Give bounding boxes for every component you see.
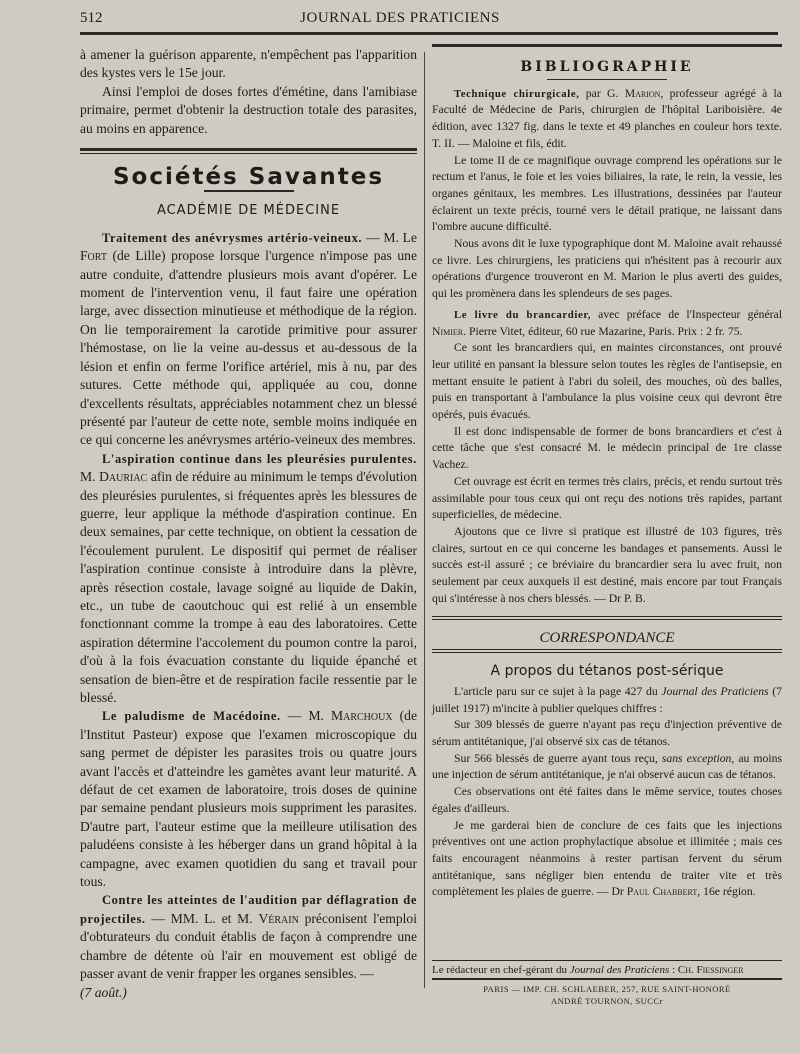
header-rule bbox=[80, 32, 778, 35]
article-paludisme-title: Le paludisme de Macédoine. bbox=[102, 709, 281, 724]
footer-rule-thick bbox=[432, 978, 782, 980]
author-name: Nimier bbox=[432, 324, 464, 338]
left-column bbox=[80, 46, 417, 1002]
footer-rule bbox=[432, 960, 782, 961]
article-paludisme: Le paludisme de Macédoine. — M. Marchoux (de l'Institut Pasteur) expose que l'examen microscopique du sang permet de dépister les parasites trois ou quatre jours avant l'accès et d'atteindre les gamètes avant leur maturité. A défaut de cet examen de laboratoire, trois doses de quinine par semaine pendant plusieurs mois suppriment les parasites. D'autre part, l'auteur estime que la meilleure utilisation des paludéens consiste à les héberger dans un grand hôpital à la campagne, avec examen quotidien du sang et travail pour tous. bbox=[80, 708, 417, 890]
editor-line: Le rédacteur en chef-gérant du Journal des Praticiens : Ch. Fiessinger bbox=[432, 964, 744, 976]
author-name: Marchoux bbox=[331, 708, 393, 724]
page-number: 512 bbox=[80, 10, 103, 26]
article-aspiration: L'aspiration continue dans les pleurésies purulentes. M. Dauriac afin de réduire au minimum le temps d'évolution des pleurésies purulentes, si fréquentes après les blessures de guerre, leur applique la méthode d'aspiration continue. En deux semaines, par cette technique, on obtient la cessation de l'écoulement purulent. Le dispositif qui permet de réaliser l'aspiration continue consiste à introduire dans la plèvre, après résection costale, lavage soigné au liquide de Dakin, etc., un tube de caoutchouc qui est relié à un ensemble fonctionnant comme la trompe à eau des laboratoires. Cette aspiration détermine l'accolement du poumon contre la paroi, d'où à la fois évacuation constante du liquide épanché et sensation de bien-être et de respiration facile ressentie par le blessé. bbox=[80, 451, 417, 705]
section-title-rule bbox=[204, 190, 294, 192]
letter-paragraph-1: L'article paru sur ce sujet à la page 427 du Journal des Praticiens (7 juillet 1917) m'incite à publier quelques chiffres : bbox=[432, 684, 782, 715]
section-rule-thick bbox=[80, 148, 417, 151]
book-brancardier-review-4: Ajoutons que ce livre si pratique est illustré de 103 figures, très claires, surtout en ce qui concerne les bandages et pansements. Aussi le succès est-il assuré ; ce bréviaire du brancardier sera lu avec fruit, non seulement par ceux auxquels il est destiné, mais encore par tout Français qui s'intéresse à nos chers blessés. — Dr P. B. bbox=[432, 524, 782, 605]
letter-paragraph-5: Je me garderai bien de conclure de ces faits que les injections préventives ont une action prophylactique absolue et illimitée ; mais ces faits encouragent néanmoins à rester partisan fervent du sérum antitétanique, sans négliger bien entendu de traiter vite et très complètement les plaies de guerre. — Dr Paul Chabbert, 16e région. bbox=[432, 818, 782, 899]
book-brancardier-title: Le livre du brancardier, bbox=[454, 308, 591, 321]
book-technique-review-2: Nous avons dit le luxe typographique dont M. Maloine avait rehaussé ce livre. Les chirurgiens, les praticiens qui n'hésitent pas à recourir aux opérations d'urgence trouveront en M. Marion le plus averti des guides, qui les promènera dans les splendeurs de ses pages. bbox=[432, 237, 782, 301]
book-technique-review-1: Le tome II de ce magnifique ouvrage comprend les opérations sur le rectum et l'anus, le foie et les voies biliaires, la rate, le rein, la vessie, les organes génitaux, les membres. Les illustrations, dessinées par l'auteur éclairent un texte précis, tourné vers le détail pratique, ne laissant dans l'ombre aucune difficulté. bbox=[432, 153, 782, 234]
author-name: Vérain bbox=[258, 910, 299, 926]
article-aneurysm: Traitement des anévrysmes artério-veineux. — M. Le Fort (de Lille) propose lorsque l'urgence n'impose pas une autre conduite, d'attendre plusieurs mois avant d'opérer. Le moment de l'intervention venu, il faut faire une opération large, avec dissection minutieuse et méthodique de la région. On lie temporairement la carotide primitive pour assurer l'hémostase, on lie la veine au-dessus et au-dessous de la lésion et enfin on ferme l'orifice artériel, mis à nu, par des sutures. Cette méthode qui, appliquée au cou, donne d'excellents résultats, appréciables notamment chez un blessé présenté par l'auteur de cette note, semble moins indiquée en ce qui concerne les anévrysmes artério-veineux des membres. bbox=[80, 229, 417, 448]
right-column bbox=[432, 44, 782, 901]
biblio-rule-thick bbox=[432, 44, 782, 47]
journal-title: JOURNAL DES PRATICIENS bbox=[300, 10, 500, 26]
author-name: Marion bbox=[624, 86, 661, 100]
correspondance-title: CORRESPONDANCE bbox=[539, 629, 675, 646]
book-brancardier-review-2: Il est donc indispensable de former de bons brancardiers et c'est à cette tâche que s'est consacré M. le médecin principal de 1re classe Vachez. bbox=[432, 424, 782, 472]
bibliography-title-rule bbox=[547, 79, 667, 80]
intro-paragraph-1: à amener la guérison apparente, n'empêchent pas l'apparition des kystes vers le 15e jour. bbox=[80, 47, 417, 81]
book-brancardier-review-3: Cet ouvrage est écrit en termes très clairs, précis, et rendu surtout très assimilable pour tous ceux qui ont reçu des notions très rapides, partant superficielles, de médecine. bbox=[432, 474, 782, 522]
session-date: (7 août.) bbox=[80, 984, 127, 1000]
book-technique-title: Technique chirurgicale, bbox=[454, 87, 580, 100]
editor-name: Ch. Fiessinger bbox=[677, 964, 744, 976]
bibliography-title: BIBLIOGRAPHIE bbox=[520, 59, 694, 75]
section-rule-thin bbox=[80, 153, 417, 154]
book-technique-heading: Technique chirurgicale, par G. Marion, professeur agrégé à la Faculté de Médecine de Paris, chirurgien de l'hôpital Lariboisière. 4e édition, avec 1327 fig. dans le texte et 49 planches en couleur hors texte. T. II. — Maloine et fils, édit. bbox=[432, 86, 782, 150]
letter-paragraph-4: Ces observations ont été faites dans le même service, toutes choses égales d'ailleurs. bbox=[432, 785, 782, 815]
column-divider bbox=[424, 52, 425, 988]
section-title: Sociétés Savantes bbox=[112, 164, 385, 191]
author-name: Fort bbox=[80, 248, 107, 264]
book-brancardier-heading: Le livre du brancardier, avec préface de l'Inspecteur général Nimier. Pierre Vitet, éditeur, 60 rue Mazarine, Paris. Prix : 2 fr. 75. bbox=[432, 307, 782, 338]
intro-paragraph-2: Ainsi l'emploi de doses fortes d'émétine, dans l'amibiase primaire, permet d'obtenir la destruction totale des parasites, au moins en apparence. bbox=[80, 83, 417, 136]
correspondance-rules-bottom bbox=[432, 649, 782, 653]
book-brancardier-review-1: Ce sont les brancardiers qui, en maintes circonstances, ont prouvé leur utilité en pansant la blessure selon toutes les règles de l'antisepsie, en mettant ensuite le patient à l'abri du soleil, des mouches, où des balles, puis en transportant à l'ambulance la plus voisine ceux qui devront être opérés, puis évacués. bbox=[432, 341, 782, 422]
author-name: Paul Chabbert bbox=[626, 885, 698, 899]
correspondance-rules-top bbox=[432, 616, 782, 620]
printer-imprint: PARIS — IMP. CH. SCHLAEBER, 257, RUE SAINT-HONORÉ ANDRÉ TOURNON, SUCCr bbox=[483, 984, 731, 1006]
author-name: Dauriac bbox=[99, 469, 148, 485]
page-footer bbox=[432, 960, 782, 1007]
article-aspiration-title: L'aspiration continue dans les pleurésies purulentes. bbox=[102, 451, 417, 466]
letter-paragraph-2: Sur 309 blessés de guerre n'ayant pas reçu d'injection préventive de sérum antitétanique, j'ai observé six cas de tétanos. bbox=[432, 718, 782, 749]
correspondance-subtitle: A propos du tétanos post-sérique bbox=[490, 663, 724, 680]
article-audition: Contre les atteintes de l'audition par déflagration de projectiles. — MM. L. et M. Vérain préconisent l'emploi d'obturateurs du conduit établis de façon à comprendre une chambre de détente où l'air en mouvement est obligé de passer avant de venir frapper les organes sensibles. — bbox=[80, 893, 417, 982]
article-audition-title: Contre les atteintes de l'audition par déflagration de projectiles. bbox=[80, 893, 417, 926]
subsection-title: ACADÉMIE DE MÉDECINE bbox=[156, 203, 341, 219]
letter-paragraph-3: Sur 566 blessés de guerre ayant tous reçu, sans exception, au moins une injection de sérum antitétanique, je n'ai observé aucun cas de tétanos. bbox=[432, 751, 782, 782]
article-aneurysm-title: Traitement des anévrysmes artério-veineux. bbox=[102, 230, 363, 245]
